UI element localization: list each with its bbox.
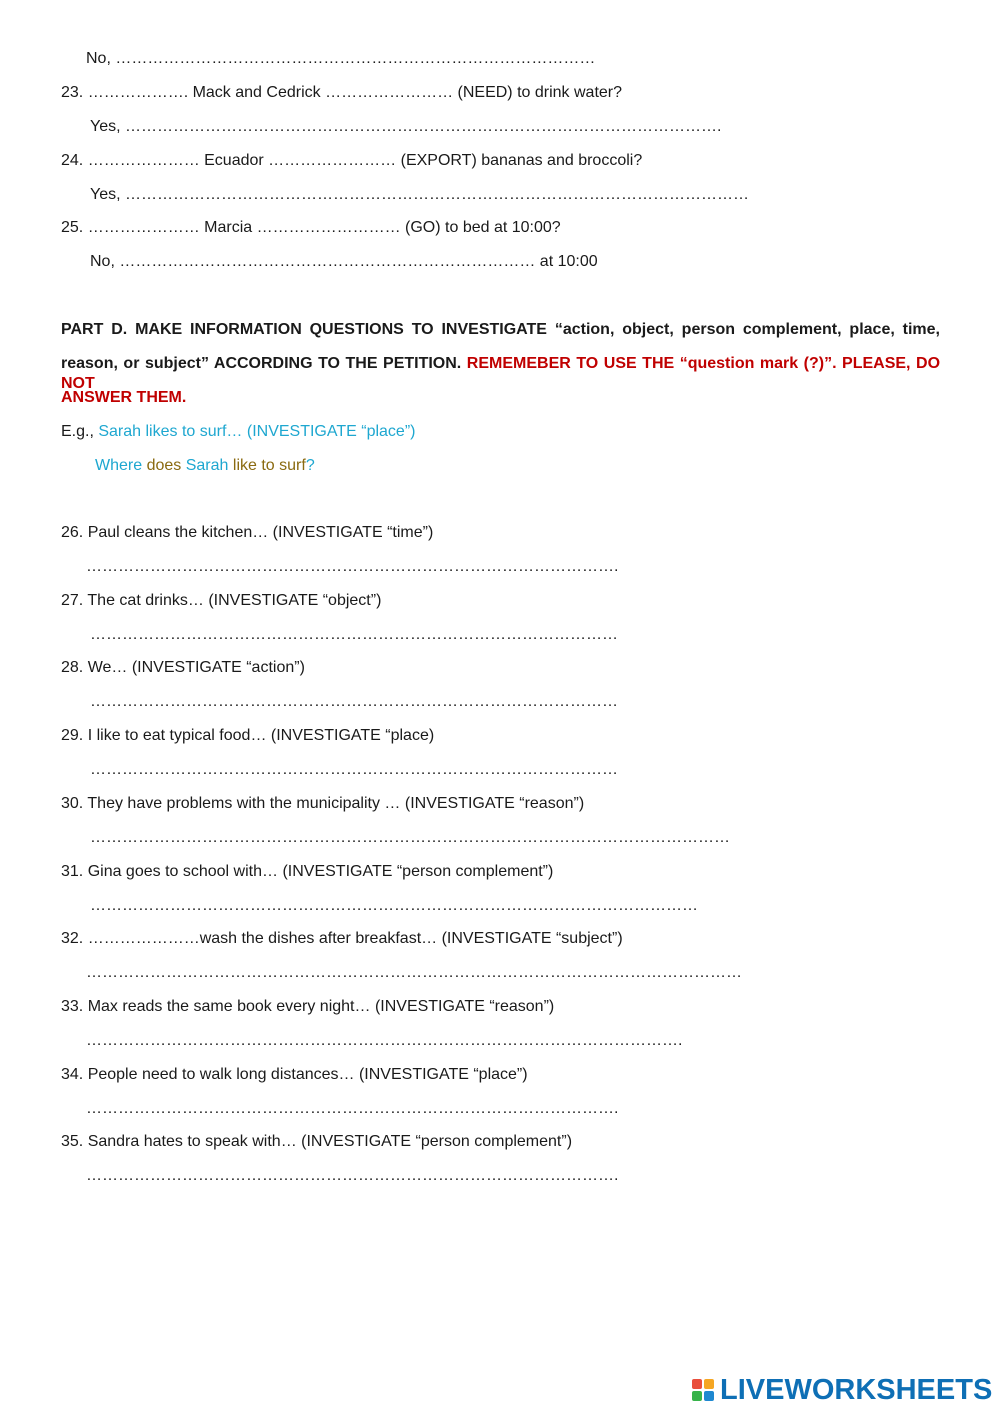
question-23: 23. ………………. Mack and Cedrick …………………… (NEED) to drink water? <box>61 84 623 101</box>
example-answer <box>95 456 315 476</box>
example-answer-qmark: ? <box>305 457 315 474</box>
question-35: 35. Sandra hates to speak with… (INVESTIGATE “person complement”) <box>61 1133 573 1150</box>
question-29: 29. I like to eat typical food… (INVESTIGATE “place) <box>61 727 435 744</box>
answer-line-24[interactable]: Yes, ……………………………………………………………………………………………………… <box>90 186 749 203</box>
answer-line-30[interactable]: ………………………………………………………………………………………………………… <box>90 829 730 846</box>
answer-line-33[interactable]: …………………………………………………………………………………………………. <box>86 1032 683 1049</box>
question-27: 27. The cat drinks… (INVESTIGATE “object”) <box>61 592 382 609</box>
example-answer-verb: like to surf <box>232 457 306 474</box>
part-d-heading-line2 <box>61 354 940 394</box>
part-d-heading-line3: ANSWER THEM. <box>61 389 187 406</box>
logo-squares-icon <box>692 1379 714 1401</box>
question-24: 24. ………………… Ecuador …………………… (EXPORT) bananas and broccoli? <box>61 152 643 169</box>
answer-line-28[interactable]: ……………………………………………………………………………………… <box>90 693 618 710</box>
answer-line-25[interactable]: No, …………………………………………………………………… at 10:00 <box>90 253 598 270</box>
liveworksheets-logo <box>692 1374 992 1406</box>
logo-text: LIVEWORKSHEETS <box>720 1373 993 1406</box>
question-31: 31. Gina goes to school with… (INVESTIGATE “person complement”) <box>61 863 554 880</box>
example-line <box>61 422 415 442</box>
example-sentence: Sarah likes to surf… (INVESTIGATE “place”) <box>98 423 416 440</box>
question-32: 32. …………………wash the dishes after breakfast… (INVESTIGATE “subject”) <box>61 930 623 947</box>
answer-line-32[interactable]: …………………………………………………………………………………………………………… <box>86 964 742 981</box>
question-28: 28. We… (INVESTIGATE “action”) <box>61 659 305 676</box>
answer-line-27[interactable]: ……………………………………………………………………………………… <box>90 626 618 643</box>
example-answer-where: Where <box>95 457 143 474</box>
example-answer-does: does <box>146 457 182 474</box>
example-answer-sarah: Sarah <box>185 457 229 474</box>
part-d-heading-black: reason, or subject” ACCORDING TO THE PETITION. <box>61 355 462 372</box>
answer-line-31[interactable]: …………………………………………………………………………………………………… <box>90 897 698 914</box>
answer-line-29[interactable]: ……………………………………………………………………………………… <box>90 761 618 778</box>
question-33: 33. Max reads the same book every night… (INVESTIGATE “reason”) <box>61 998 555 1015</box>
question-25: 25. ………………… Marcia ……………………… (GO) to bed at 10:00? <box>61 219 561 236</box>
question-30: 30. They have problems with the municipality … (INVESTIGATE “reason”) <box>61 795 585 812</box>
part-d-heading-line1: PART D. MAKE INFORMATION QUESTIONS TO INVESTIGATE “action, object, person complement, place, time, <box>61 321 940 338</box>
answer-line-23[interactable]: Yes, …………………………………………………………………………………………………. <box>90 118 722 135</box>
answer-line-35[interactable]: ………………………………………………………………………………………. <box>86 1167 619 1184</box>
answer-line-22[interactable]: No, ……………………………………………………………………………… <box>86 50 596 67</box>
answer-line-26[interactable]: ………………………………………………………………………………………. <box>86 558 619 575</box>
question-34: 34. People need to walk long distances… (INVESTIGATE “place”) <box>61 1066 528 1083</box>
question-26: 26. Paul cleans the kitchen… (INVESTIGATE “time”) <box>61 524 434 541</box>
answer-line-34[interactable]: ………………………………………………………………………………………. <box>86 1100 619 1117</box>
example-prefix: E.g., <box>61 423 94 440</box>
part-d-heading-red: REMEMEBER TO USE THE “question mark (?)”. PLEASE, DO NOT <box>61 355 941 392</box>
